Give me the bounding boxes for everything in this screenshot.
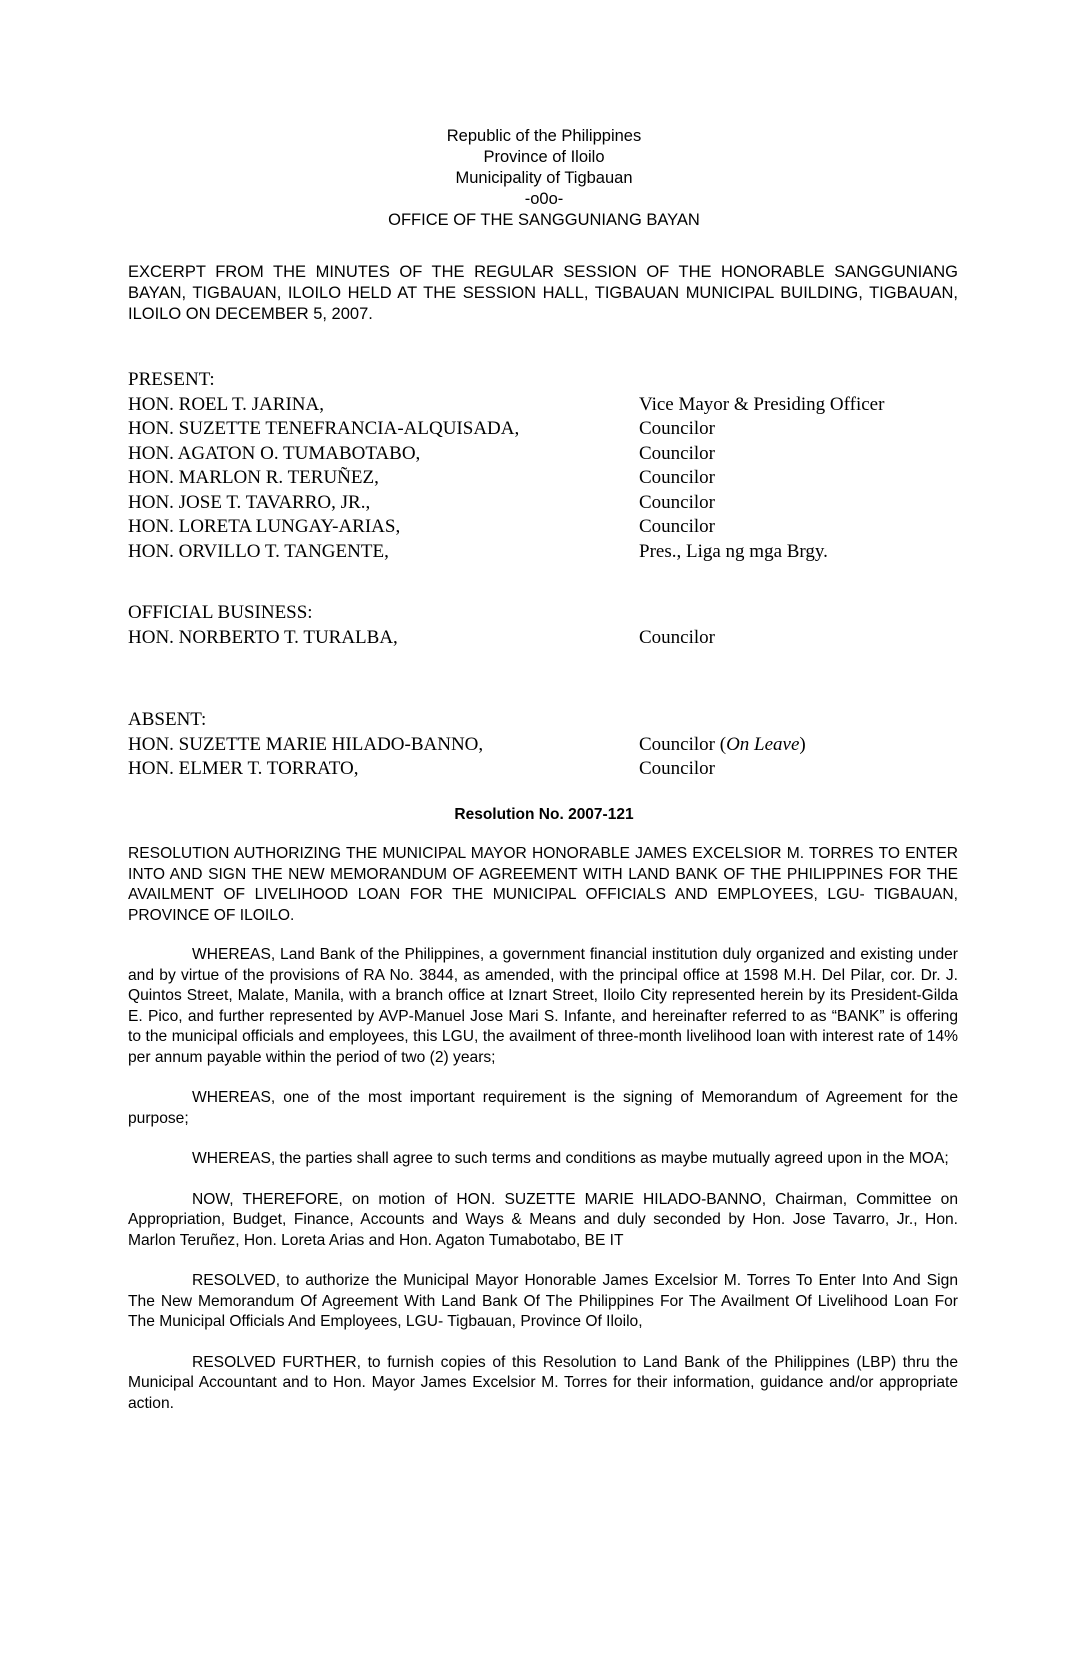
official-business-section bbox=[128, 601, 715, 650]
attendee-role: Councilor bbox=[639, 516, 715, 537]
attendee-row bbox=[128, 757, 715, 782]
resolution-number: Resolution No. 2007-121 bbox=[454, 806, 634, 823]
attendee-name: HON. AGATON O. TUMABOTABO, bbox=[128, 442, 421, 464]
attendee-row bbox=[128, 515, 715, 540]
attendee-row bbox=[128, 393, 885, 418]
attendee-name: HON. ELMER T. TORRATO, bbox=[128, 758, 359, 779]
attendee-role: Councilor bbox=[639, 626, 715, 648]
minutes-excerpt: EXCERPT FROM THE MINUTES OF THE REGULAR SESSION OF THE HONORABLE SANGGUNIANG BAYAN, TIGBAUAN, ILOILO HELD AT THE SESSION HALL, TIGBAUAN MUNICIPAL BUILDING, TIGBAUAN, ILOILO ON DECEMBER 5, 2007. bbox=[128, 263, 958, 323]
header-divider: -o0o- bbox=[524, 190, 564, 208]
absent-heading: ABSENT: bbox=[128, 709, 207, 730]
whereas-paragraph: WHEREAS, Land Bank of the Philippines, a government financial institution duly organized and existing under and by virtue of the provisions of RA No. 3844, as amended, with the principal office at 1598 M.H. Del Pilar, cor. Dr. J. Quintos Street, Malate, Manila, with a branch office at Iznart Street, Iloilo City represented herein by its President-Gilda E. Pico, and further represented by AVP-Manuel Jose Mari S. Infante, and hereinafter referred to as “BANK” is offering to the municipal officials and employees, this LGU, the availment of three-month livelihood loan with interest rate of 14% per annum payable within the period of two (2) years; bbox=[128, 946, 958, 1066]
attendee-role: Pres., Liga ng mga Brgy. bbox=[639, 540, 828, 562]
present-section bbox=[128, 368, 885, 564]
attendee-row bbox=[128, 466, 715, 491]
attendee-name: HON. ROEL T. JARINA, bbox=[128, 393, 324, 415]
motion-paragraph: NOW, THEREFORE, on motion of HON. SUZETTE MARIE HILADO-BANNO, Chairman, Committee on Appropriation, Budget, Finance, Accounts and Ways & Means and duly seconded by Hon. Jose Tavarro, Jr., Hon. Marlon Teruñez, Hon. Loreta Arias and Hon. Agaton Tumabotabo, BE IT bbox=[128, 1190, 958, 1249]
header-office: OFFICE OF THE SANGGUNIANG BAYAN bbox=[388, 211, 700, 229]
attendee-role: Councilor bbox=[639, 758, 715, 779]
attendee-role: Councilor bbox=[639, 491, 715, 513]
attendee-row bbox=[128, 417, 715, 442]
resolved-paragraph: RESOLVED, to authorize the Municipal Mayor Honorable James Excelsior M. Torres To Enter Into And Sign The New Memorandum Of Agreement With Land Bank Of The Philippines For The Availment Of Livelihood Loan For The Municipal Officials And Employees, LGU- Tigbauan, Province Of Iloilo, bbox=[128, 1272, 958, 1330]
whereas-paragraph: WHEREAS, one of the most important requirement is the signing of Memorandum of Agreement for the purpose; bbox=[128, 1089, 958, 1127]
attendee-name: HON. SUZETTE TENEFRANCIA-ALQUISADA, bbox=[128, 418, 520, 439]
attendee-row bbox=[128, 540, 828, 565]
attendee-name: HON. MARLON R. TERUÑEZ, bbox=[128, 467, 379, 488]
attendee-role: Vice Mayor & Presiding Officer bbox=[639, 393, 885, 415]
header-province: Province of Iloilo bbox=[483, 148, 605, 166]
official-business-heading: OFFICIAL BUSINESS: bbox=[128, 602, 313, 623]
attendee-row bbox=[128, 442, 715, 467]
attendee-row bbox=[128, 491, 715, 516]
attendee-name: HON. LORETA LUNGAY-ARIAS, bbox=[128, 516, 401, 537]
absent-section bbox=[128, 708, 806, 782]
attendee-role: Councilor bbox=[639, 442, 715, 464]
attendee-row bbox=[128, 733, 806, 758]
letterhead bbox=[0, 126, 1088, 231]
resolution-body bbox=[128, 844, 958, 1434]
attendee-name: HON. JOSE T. TAVARRO, JR., bbox=[128, 491, 371, 513]
header-municipality: Municipality of Tigbauan bbox=[455, 169, 633, 187]
present-heading: PRESENT: bbox=[128, 369, 215, 390]
attendee-name: HON. ORVILLO T. TANGENTE, bbox=[128, 540, 389, 562]
header-republic: Republic of the Philippines bbox=[446, 127, 642, 145]
attendee-role: Councilor bbox=[639, 467, 715, 488]
whereas-paragraph: WHEREAS, the parties shall agree to such terms and conditions as maybe mutually agreed upon in the MOA; bbox=[192, 1150, 949, 1167]
attendee-role-with-note: Councilor (On Leave) bbox=[639, 733, 806, 755]
attendee-row bbox=[128, 626, 715, 651]
attendee-name: HON. SUZETTE MARIE HILADO-BANNO, bbox=[128, 733, 484, 755]
resolved-further-paragraph: RESOLVED FURTHER, to furnish copies of this Resolution to Land Bank of the Philippines (LBP) thru the Municipal Accountant and to Hon. Mayor James Excelsior M. Torres for their information, guidance and/or appropriate action. bbox=[128, 1353, 958, 1412]
leave-note: On Leave bbox=[726, 733, 800, 755]
attendee-name: HON. NORBERTO T. TURALBA, bbox=[128, 626, 398, 648]
attendee-role: Councilor bbox=[639, 418, 715, 439]
resolution-title: RESOLUTION AUTHORIZING THE MUNICIPAL MAYOR HONORABLE JAMES EXCELSIOR M. TORRES TO ENTER INTO AND SIGN THE NEW MEMORANDUM OF AGREEMENT WITH LAND BANK OF THE PHILIPPINES FOR THE AVAILMENT OF LIVELIHOOD LOAN FOR THE MUNICIPAL OFFICIALS AND EMPLOYEES, LGU- TIGBAUAN, PROVINCE OF ILOILO. bbox=[128, 845, 958, 924]
attendee-role: Councilor bbox=[639, 733, 715, 755]
